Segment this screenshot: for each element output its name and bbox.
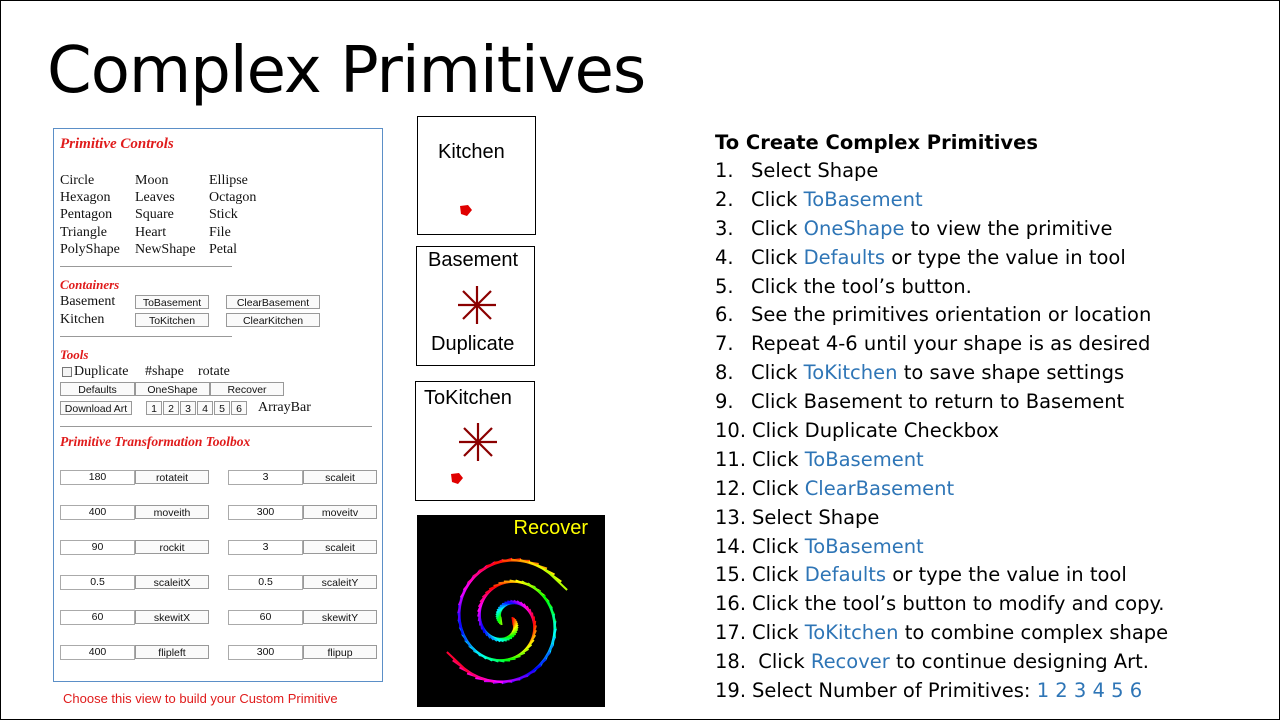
shape-option[interactable]: NewShape xyxy=(135,241,196,257)
step-link[interactable]: ToBasement xyxy=(804,447,924,471)
step-number: 19. xyxy=(715,679,747,703)
array-count-button[interactable]: 1 xyxy=(146,401,162,415)
step-link[interactable]: ToBasement xyxy=(804,534,924,558)
recover-art-box xyxy=(417,515,605,707)
step-text: Select Shape xyxy=(752,505,880,529)
step-text: Select Shape xyxy=(751,159,879,182)
shape-option[interactable]: Circle xyxy=(60,173,95,188)
instruction-step xyxy=(715,301,1168,330)
instruction-step xyxy=(715,533,1168,562)
transform-button[interactable]: scaleit xyxy=(303,470,377,484)
kitchen-box-label: Kitchen xyxy=(438,141,505,163)
step-number: 8. xyxy=(715,361,734,385)
shape-option[interactable]: Octagon xyxy=(209,190,257,206)
shape-option[interactable]: Stick xyxy=(209,207,238,223)
step-text: Click Duplicate Checkbox xyxy=(752,419,1000,443)
recover-box-label: Recover xyxy=(513,517,588,539)
step-text: Click xyxy=(752,650,811,674)
step-text: or type the value in tool xyxy=(886,563,1127,587)
step-text: Click xyxy=(752,534,805,558)
transform-value-input[interactable]: 180 xyxy=(60,470,135,485)
step-text: Click xyxy=(751,216,804,240)
tokitchen-box xyxy=(415,381,535,501)
transform-button[interactable]: moveith xyxy=(135,505,209,519)
step-text: Click xyxy=(752,476,805,500)
instruction-step xyxy=(715,677,1168,706)
step-number: 14. xyxy=(715,534,747,558)
slide-title: Complex Primitives xyxy=(47,34,646,108)
step-link[interactable]: OneShape xyxy=(803,216,905,240)
to-basement-button[interactable]: ToBasement xyxy=(135,295,209,309)
basement-label: Basement xyxy=(60,294,116,309)
primitive-controls-panel xyxy=(53,128,383,682)
step-text: Select Number of Primitives: xyxy=(752,679,1037,703)
instruction-step xyxy=(715,504,1168,533)
instruction-step xyxy=(715,388,1168,417)
divider xyxy=(60,426,372,427)
step-text: to view the primitive xyxy=(904,216,1113,240)
recover-button[interactable]: Recover xyxy=(210,382,284,396)
step-text: Click xyxy=(751,245,804,269)
instruction-step xyxy=(715,619,1168,648)
kitchen-label: Kitchen xyxy=(60,312,105,327)
shape-option[interactable]: Pentagon xyxy=(60,207,113,223)
transform-value-input[interactable]: 3 xyxy=(228,470,303,485)
transform-value-input[interactable]: 400 xyxy=(60,645,135,660)
transform-button[interactable]: skewitX xyxy=(135,610,209,624)
step-text: to save shape settings xyxy=(897,361,1125,385)
shape-option[interactable]: Heart xyxy=(135,224,167,240)
step-link[interactable]: ToKitchen xyxy=(803,361,898,385)
transform-value-input[interactable]: 400 xyxy=(60,505,135,520)
star-shape xyxy=(456,420,500,464)
instructions-heading: To Create Complex Primitives xyxy=(715,131,1038,154)
rotate-label: rotate xyxy=(198,364,230,379)
step-link[interactable]: ClearBasement xyxy=(804,476,955,500)
step-text: Repeat 4-6 until your shape is as desired xyxy=(751,332,1151,356)
spiral-stroke xyxy=(447,652,469,672)
step-number: 13. xyxy=(715,505,747,529)
instruction-step xyxy=(715,157,1168,186)
step-link[interactable]: Recover xyxy=(810,650,890,674)
clear-kitchen-button[interactable]: ClearKitchen xyxy=(226,313,320,327)
heart-shape xyxy=(449,472,465,486)
steps-list xyxy=(715,157,1168,706)
step-number: 2. xyxy=(715,187,734,211)
instruction-step xyxy=(715,417,1168,446)
step-text: Click the tool’s button. xyxy=(751,274,972,298)
step-number: 1. xyxy=(715,159,734,182)
array-count-button[interactable]: 2 xyxy=(163,401,179,415)
duplicate-checkbox[interactable] xyxy=(62,367,72,377)
transform-value-input[interactable]: 3 xyxy=(228,540,303,555)
transform-value-input[interactable]: 60 xyxy=(228,610,303,625)
containers-heading: Containers xyxy=(60,277,120,292)
step-number: 9. xyxy=(715,390,734,414)
transform-value-input[interactable]: 300 xyxy=(228,645,303,660)
step-text: Click xyxy=(751,361,804,385)
step-number: 15. xyxy=(715,563,747,587)
transform-button[interactable]: scaleitX xyxy=(135,575,209,589)
transform-button[interactable]: scaleit xyxy=(303,540,377,554)
step-number: 4. xyxy=(715,245,734,269)
star-shape xyxy=(455,283,499,327)
step-text: Click the tool’s button to modify and copy. xyxy=(752,592,1165,616)
heart-shape xyxy=(458,204,474,218)
array-count-button[interactable]: 5 xyxy=(214,401,230,415)
instruction-step xyxy=(715,273,1168,302)
shape-option[interactable]: Moon xyxy=(135,173,169,188)
transform-button[interactable]: rockit xyxy=(135,540,209,554)
transform-button[interactable]: scaleitY xyxy=(303,575,377,589)
shape-option[interactable]: Hexagon xyxy=(60,190,111,206)
shape-option[interactable]: File xyxy=(209,224,231,240)
instruction-step xyxy=(715,561,1168,590)
array-count-button[interactable]: 3 xyxy=(180,401,196,415)
instruction-step xyxy=(715,648,1168,677)
transform-button[interactable]: rotateit xyxy=(135,470,209,484)
instruction-step xyxy=(715,186,1168,215)
step-text: Click xyxy=(752,563,805,587)
instruction-step xyxy=(715,590,1168,619)
arraybar-label: ArrayBar xyxy=(258,400,311,415)
toolbox-heading: Primitive Transformation Toolbox xyxy=(60,434,251,449)
step-link[interactable]: Defaults xyxy=(803,245,886,269)
transform-button[interactable]: flipup xyxy=(303,645,377,659)
step-text: See the primitives orientation or location xyxy=(751,303,1152,327)
step-number: 11. xyxy=(715,447,747,471)
instruction-step xyxy=(715,475,1168,504)
kitchen-box xyxy=(417,116,536,235)
transform-button[interactable]: skewitY xyxy=(303,610,377,624)
instruction-step xyxy=(715,244,1168,273)
instruction-step xyxy=(715,215,1168,244)
step-link[interactable]: ToKitchen xyxy=(804,621,899,645)
transform-value-input[interactable]: 300 xyxy=(228,505,303,520)
step-number: 18. xyxy=(715,650,747,674)
step-link[interactable]: Defaults xyxy=(804,563,887,587)
step-text: Click xyxy=(752,621,805,645)
divider xyxy=(60,336,232,337)
shape-option[interactable]: PolyShape xyxy=(60,241,120,257)
step-text: to continue designing Art. xyxy=(889,650,1149,674)
array-count-button[interactable]: 4 xyxy=(197,401,213,415)
panel-caption: Choose this view to build your Custom Primitive xyxy=(63,691,338,706)
transform-value-input[interactable]: 0.5 xyxy=(228,575,303,590)
transform-value-input[interactable]: 60 xyxy=(60,610,135,625)
transform-value-input[interactable]: 0.5 xyxy=(60,575,135,590)
step-number: 6. xyxy=(715,303,734,327)
step-number: 3. xyxy=(715,216,734,240)
transform-button[interactable]: moveitv xyxy=(303,505,377,519)
step-number: 17. xyxy=(715,621,747,645)
shape-option[interactable]: Square xyxy=(135,207,174,223)
step-text: or type the value in tool xyxy=(885,245,1126,269)
tokitchen-box-label: ToKitchen xyxy=(424,387,512,409)
instructions xyxy=(715,128,1168,706)
step-number: 16. xyxy=(715,592,747,616)
divider xyxy=(60,266,232,267)
shape-option[interactable]: Triangle xyxy=(60,224,107,240)
array-count-button[interactable]: 6 xyxy=(231,401,247,415)
spiral-art xyxy=(417,515,605,707)
step-number: 5. xyxy=(715,274,734,298)
step-text: Click xyxy=(751,187,804,211)
defaults-button[interactable]: Defaults xyxy=(60,382,135,396)
transform-value-input[interactable]: 90 xyxy=(60,540,135,555)
shape-option[interactable]: Petal xyxy=(209,241,237,257)
step-number: 7. xyxy=(715,332,734,356)
step-text: Click xyxy=(752,447,805,471)
oneshape-button[interactable]: OneShape xyxy=(135,382,210,396)
instruction-step xyxy=(715,330,1168,359)
clear-basement-button[interactable]: ClearBasement xyxy=(226,295,320,309)
step-number: 12. xyxy=(715,476,747,500)
step-link[interactable]: ToBasement xyxy=(803,187,923,211)
instruction-step xyxy=(715,359,1168,388)
shape-option[interactable]: Ellipse xyxy=(209,173,248,188)
step-number: 10. xyxy=(715,419,747,443)
basement-box-label: Basement xyxy=(428,249,519,271)
duplicate-box-label: Duplicate xyxy=(431,333,515,355)
step-text: Click Basement to return to Basement xyxy=(751,390,1125,414)
transform-button[interactable]: flipleft xyxy=(135,645,209,659)
shape-id-label: #shape xyxy=(145,364,184,379)
duplicate-label: Duplicate xyxy=(74,364,129,379)
basement-box xyxy=(416,246,535,366)
step-text: to combine complex shape xyxy=(898,621,1169,645)
primitive-controls-heading: Primitive Controls xyxy=(60,136,174,152)
shape-option[interactable]: Leaves xyxy=(135,190,175,206)
step-link[interactable]: 1 2 3 4 5 6 xyxy=(1036,679,1143,703)
instruction-step xyxy=(715,446,1168,475)
to-kitchen-button[interactable]: ToKitchen xyxy=(135,313,209,327)
tools-heading: Tools xyxy=(60,347,89,362)
spiral-stroke xyxy=(546,570,568,590)
download-art-button[interactable]: Download Art xyxy=(60,401,132,415)
